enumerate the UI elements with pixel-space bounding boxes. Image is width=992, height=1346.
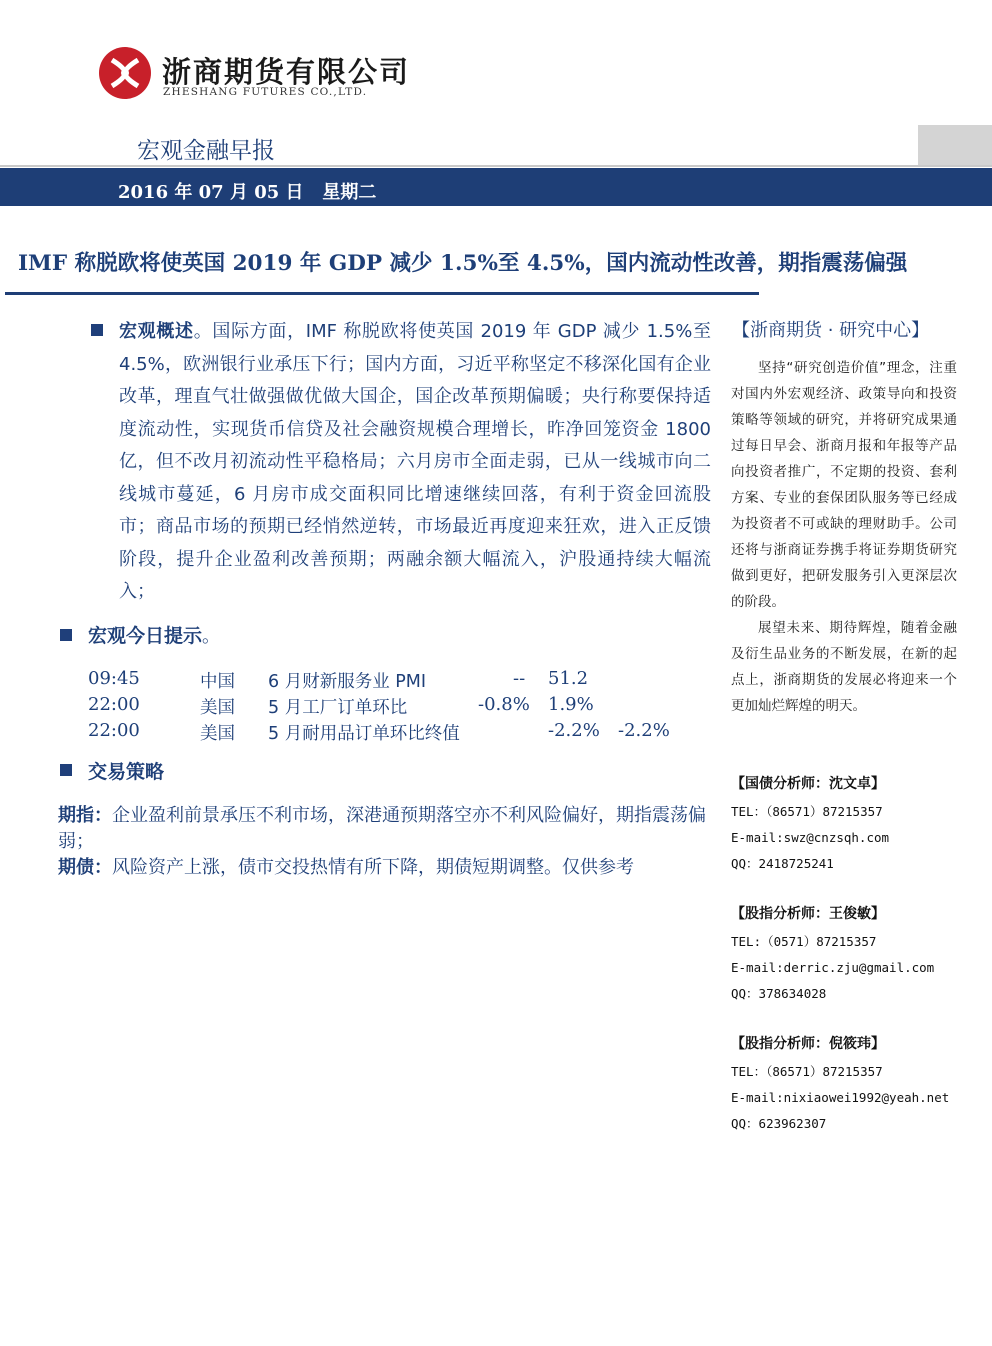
research-center-intro: 坚持“研究创造价值”理念，注重对国内外宏观经济、政策导向和投资策略等领域的研究，并将研究成果通过每日早会、浙商月报和年报等产品向投资者推广，不定期的投资、套利方案、专业的套保团队服务等已经成为投资者不可或缺的理财助手。公司还将与浙商证券携手将证券期货研究做到更好，把研发服务引入更深层次的阶段。 — [731, 360, 957, 610]
company-logo — [98, 46, 152, 100]
bullet-square-icon — [60, 764, 72, 776]
bullet-square-icon — [60, 629, 72, 641]
analyst-qq: QQ：2418725241 — [731, 856, 834, 871]
strategy-section-title: 交易策略 — [88, 761, 165, 783]
analyst-tel: TEL：（86571）87215357 — [731, 1064, 883, 1079]
report-date — [118, 178, 376, 204]
event-country: 美国 — [200, 724, 235, 744]
report-type: 宏观金融早报 — [137, 138, 275, 164]
analyst-card — [731, 1033, 949, 1137]
event-previous: -0.8% — [478, 694, 530, 715]
event-previous: -- — [513, 668, 526, 689]
header-gray-block — [918, 125, 992, 165]
research-center-outlook: 展望未来、期待辉煌，随着金融及衍生品业务的不断发展，在新的起点上，浙商期货的发展必将迎来一个更加灿烂辉煌的明天。 — [731, 620, 957, 714]
strategy-label: 期指： — [58, 805, 112, 826]
event-country: 中国 — [200, 672, 235, 692]
event-time: 22:00 — [88, 720, 140, 741]
event-name: 5 月工厂订单环比 — [268, 698, 408, 718]
analyst-title: 【股指分析师：倪筱玮】 — [731, 1036, 885, 1052]
macro-overview — [119, 316, 711, 609]
analyst-title: 【国债分析师：沈文卓】 — [731, 776, 885, 792]
strategy-text: 风险资产上涨，债市交投热情有所下降，期债短期调整。仅供参考 — [112, 857, 634, 878]
event-time: 22:00 — [88, 694, 140, 715]
event-time: 09:45 — [88, 668, 140, 689]
event-forecast: 51.2 — [548, 668, 589, 689]
header-divider — [0, 165, 992, 167]
event-actual: -2.2% — [618, 720, 670, 741]
event-forecast: 1.9% — [548, 694, 594, 715]
strategy-item-bond — [58, 855, 712, 881]
overview-text: 。国际方面，IMF 称脱欧将使英国 2019 年 GDP 减少 1.5%至 4.5%，欧洲银行业承压下行；国内方面，习近平称坚定不移深化国有企业改革，理直气壮做强做优做大国企，国企改革预期偏暖；央行称要保持适度流动性，实现货币信贷及社会融资规模合理增长，昨净回笼资金 1800 亿，但不改月初流动性平稳格局；六月房市全面走弱，已从一线城市向二线城市蔓延，6 月房市成交面积同比增速继续回落，有利于资金回流股市；商品市场的预期已经悄然逆转，市场最近再度迎来狂欢，进入正反馈阶段，提升企业盈利改善预期；两融余额大幅流入，沪股通持续大幅流入； — [119, 321, 712, 602]
analyst-email[interactable]: E-mail:swz@cnzsqh.com — [731, 830, 890, 845]
event-name: 5 月耐用品订单环比终值 — [268, 724, 460, 744]
strategy-label: 期债： — [58, 857, 112, 878]
analyst-tel: TEL:（0571）87215357 — [731, 934, 877, 949]
event-name: 6 月财新服务业 PMI — [268, 672, 427, 692]
strategy-text: 企业盈利前景承压不利市场，深港通预期落空亦不利风险偏好，期指震荡偏弱； — [58, 805, 706, 852]
headline-divider — [5, 292, 759, 295]
analyst-tel: TEL：（86571）87215357 — [731, 804, 883, 819]
bullet-square-icon — [91, 324, 103, 336]
analyst-email[interactable]: E-mail:nixiaowei1992@yeah.net — [731, 1090, 950, 1105]
overview-lead: 宏观概述 — [119, 321, 194, 342]
weekday: 星期二 — [322, 182, 377, 203]
company-name-cn: 浙商期货有限公司 — [162, 55, 411, 89]
company-name-en: ZHESHANG FUTURES CO.,LTD. — [163, 86, 368, 98]
date: 2016 年 07 月 05 日 — [118, 182, 304, 203]
headline: IMF 称脱欧将使英国 2019 年 GDP 减少 1.5%至 4.5%，国内流动性改善，期指震荡偏强 — [18, 251, 908, 276]
analyst-title: 【股指分析师：王俊敏】 — [731, 906, 885, 922]
research-center-title: 【浙商期货 · 研究中心】 — [732, 320, 930, 341]
strategy-item-stock-index — [58, 803, 712, 855]
analyst-card — [731, 773, 889, 877]
event-country: 美国 — [200, 698, 235, 718]
analyst-qq: QQ：378634028 — [731, 986, 827, 1001]
analyst-email[interactable]: E-mail:derric.zju@gmail.com — [731, 960, 935, 975]
analyst-card — [731, 903, 934, 1007]
today-section-title: 宏观今日提示。 — [88, 625, 221, 647]
event-forecast: -2.2% — [548, 720, 600, 741]
analyst-qq: QQ：623962307 — [731, 1116, 827, 1131]
